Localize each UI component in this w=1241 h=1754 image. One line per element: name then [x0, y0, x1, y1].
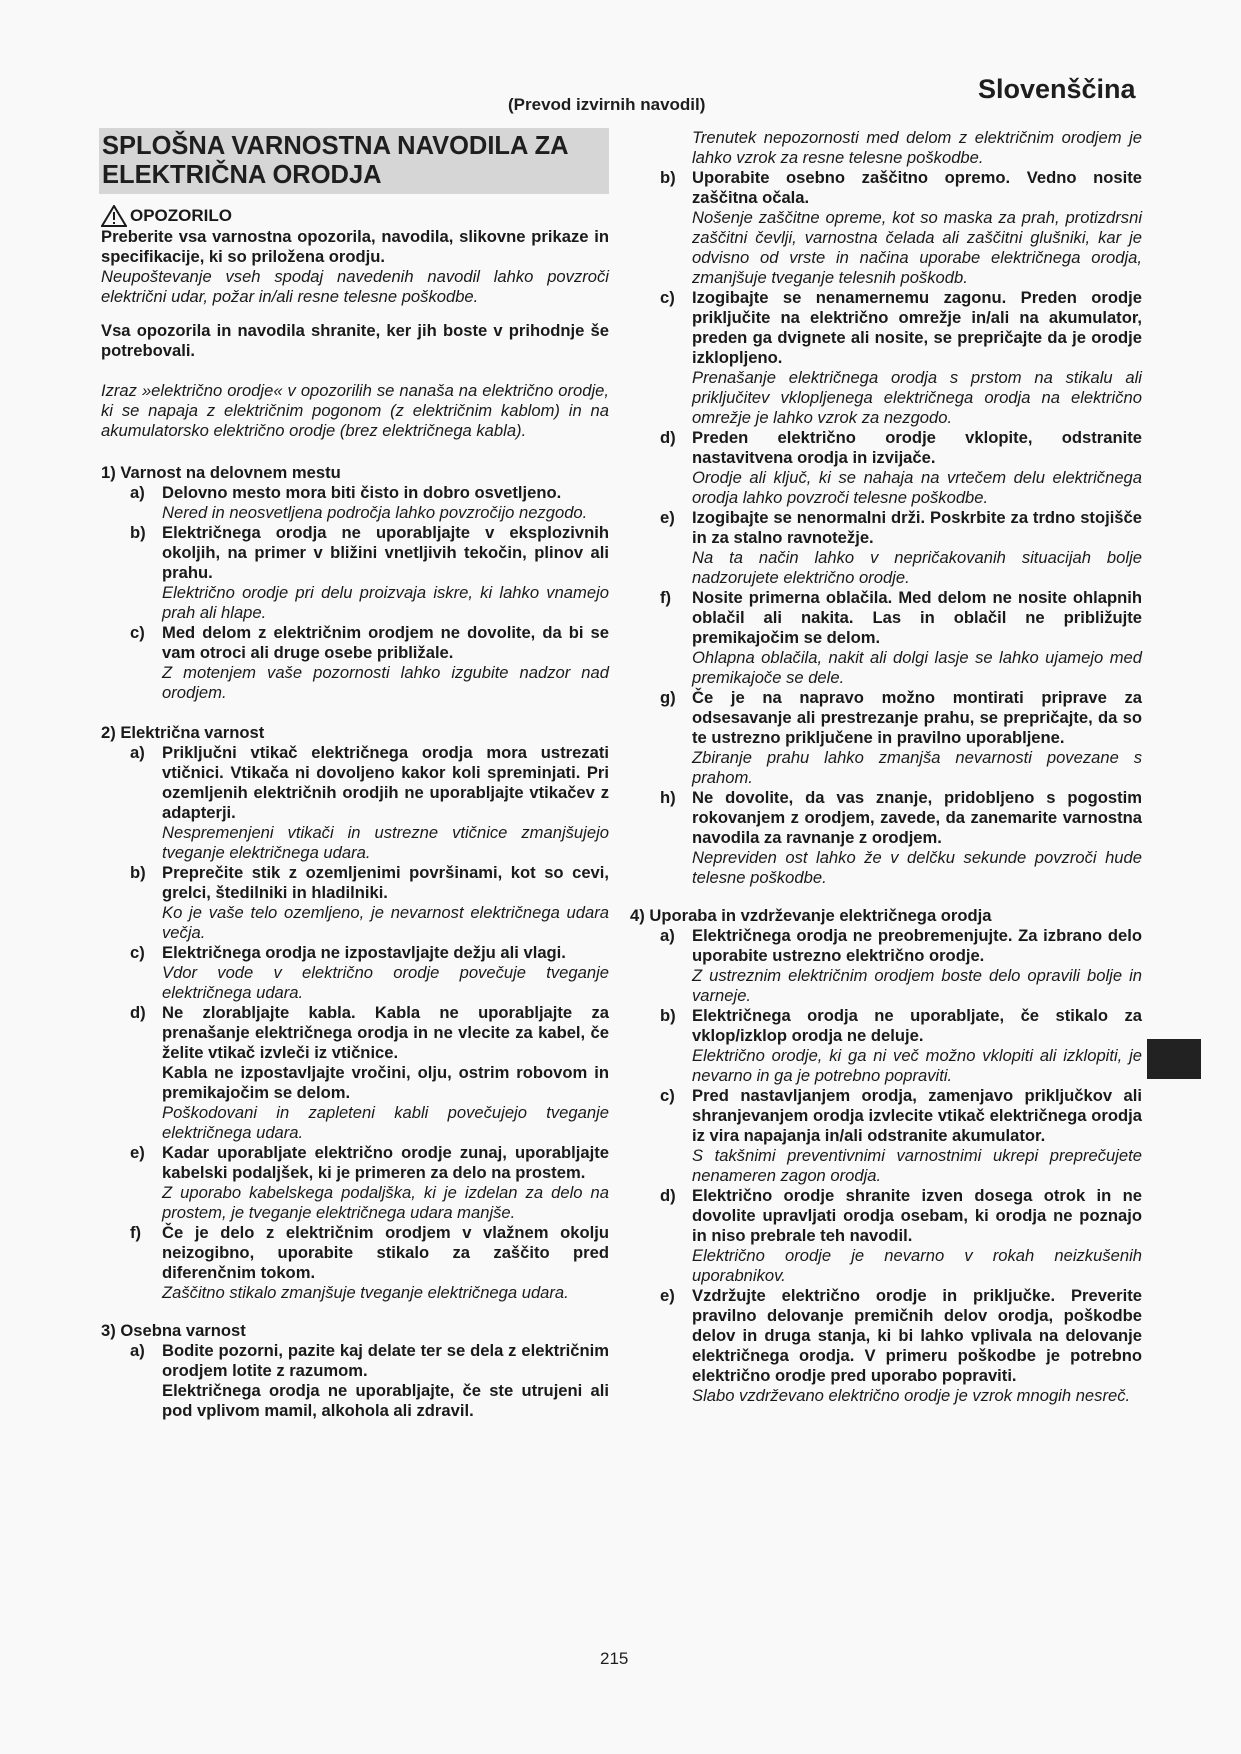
section-tab-marker [1147, 1039, 1201, 1079]
list-item: a) Delovno mesto mora biti čisto in dobro osvetljeno. Nered in neosvetljena področja lahko povzročijo nezgodo. [130, 483, 588, 522]
list-item: e) Vzdržujte električno orodje in priključke. Preverite pravilno delovanje premičnih delov orodja, poškodbe delov in druga stanja, ki bi lahko vplivala na delovanje električnega orodja. V primeru poškodbe je potrebno električno orodje pred uporabo popraviti. Slabo vzdrževano električno orodje je vzrok mnogih nesreč. [660, 1286, 1142, 1405]
list-item: d) Električno orodje shranite izven dosega otrok in ne dovolite upravljati orodja osebam, ki orodja ne poznajo in niso prebrale teh navodil. Električno orodje je nevarno v rokah neizkušenih uporabnikov. [660, 1186, 1142, 1285]
warning-triangle-icon [101, 205, 127, 227]
right-column [630, 128, 1142, 1406]
list-item: a) Priključni vtikač električnega orodja mora ustrezati vtičnici. Vtikača ni dovoljeno kakor koli spreminjati. Pri ozemljenih električnih orodjih ne uporabljajte vtikačev z adapterji. Nespremenjeni vtikači in ustrezne vtičnice zmanjšujejo tveganje električnega udara. [130, 743, 609, 862]
section-title: 2) Električna varnost [101, 723, 265, 742]
warning-italic-text: Neupoštevanje vseh spodaj navedenih navodil lahko povzroči električni udar, požar in/ali resne telesne poškodbe. [101, 267, 609, 306]
warning-label: OPOZORILO [130, 206, 232, 225]
list-item: b) Uporabite osebno zaščitno opremo. Vedno nosite zaščitna očala. Nošenje zaščitne opreme, kot so maska za prah, protizdrsni zaščitni čevlji, varnostna čelada ali zaščitni glušniki, kar je odvisno od vrste in načina uporabe električnega orodja, zmanjšuje tveganje telesnih poškodb. [660, 168, 1142, 287]
list-item: c) Pred nastavljanjem orodja, zamenjavo priključkov ali shranjevanjem orodja izvlecite vtikač električnega orodja iz vira napajanja in/ali odstranite akumulator. S takšnimi preventivnimi varnostnimi ukrepi preprečujete nenameren zagon orodja. [660, 1086, 1142, 1185]
warning-bold-text: Preberite vsa varnostna opozorila, navodila, slikovne prikaze in specifikacije, ki so priložena orodju. [101, 227, 609, 266]
list-item: g) Če je na napravo možno montirati priprave za odsesavanje ali prestrezanje prahu, se prepričajte, da so te ustrezno priključene in pravilno uporabljene. Zbiranje prahu lahko zmanjša nevarnosti povezane s prahom. [660, 688, 1142, 787]
list-item: d) Preden električno orodje vklopite, odstranite nastavitvena orodja in izvijače. Orodje ali ključ, ki se nahaja na vrtečem delu električnega orodja lahko povzroči telesne poškodbe. [660, 428, 1142, 507]
left-column [101, 128, 609, 1421]
list-item: f) Če je delo z električnim orodjem v vlažnem okolju neizogibno, uporabite stikalo za zaščito pred diferenčnim tokom. Zaščitno stikalo zmanjšuje tveganje električnega udara. [130, 1223, 609, 1302]
list-item: e) Kadar uporabljate električno orodje zunaj, uporabljajte kabelski podaljšek, ki je primeren za delo na prostem. Z uporabo kabelskega podaljška, ki je izdelan za delo na prostem, je tveganje električnega udara manjše. [130, 1143, 609, 1222]
list-item: b) Preprečite stik z ozemljenimi površinami, kot so cevi, grelci, štedilniki in hladilniki. Ko je vaše telo ozemljeno, je nevarnost električnega udara večja. [130, 863, 609, 942]
section-title: 4) Uporaba in vzdrževanje električnega orodja [630, 906, 992, 925]
list-item: d) Ne zlorabljajte kabla. Kabla ne uporabljajte za prenašanje električnega orodja in ne vlecite za kabel, če želite vtikač izvleči iz vtičnice. Kabla ne izpostavljajte vročini, olju, ostrim robovom in premikajočim se delom. Poškodovani in zapleteni kabli povečujejo tveganje električnega udara. [130, 1003, 609, 1142]
term-definition: Izraz »električno orodje« v opozorilih se nanaša na električno orodje, ki se napaja z električnim pogonom (z električnim kablom) in na akumulatorsko električno orodje (brez električnega kabla). [101, 381, 609, 440]
list-item: a) Električnega orodja ne preobremenjujte. Za izbrano delo uporabite ustrezno električno orodje. Z ustreznim električnim orodjem boste delo opravili bolje in varneje. [660, 926, 1142, 1005]
page-title: SPLOŠNA VARNOSTNA NAVODILA ZA ELEKTRIČNA ORODJA [99, 128, 609, 194]
section-title: 1) Varnost na delovnem mestu [101, 463, 341, 482]
list-item: b) Električnega orodja ne uporabljajte v eksplozivnih okoljih, na primer v bližini vnetljivih tekočin, plinov ali prahu. Električno orodje pri delu proizvaja iskre, ki lahko vnamejo prah ali hlape. [130, 523, 609, 622]
list-item: h) Ne dovolite, da vas znanje, pridobljeno s pogostim rokovanjem z orodjem, zavede, da zanemarite varnostna navodila za ravnanje z orodjem. Nepreviden ost lahko že v delčku sekunde povzroči hude telesne poškodbe. [660, 788, 1142, 887]
list-item: a) Bodite pozorni, pazite kaj delate ter se dela z električnim orodjem lotite z razumom. Električnega orodja ne uporabljajte, če ste utrujeni ali pod vplivom mamil, alkohola ali zdravil. [130, 1341, 609, 1420]
list-item: c) Med delom z električnim orodjem ne dovolite, da bi se vam otroci ali druge osebe približale. Z motenjem vaše pozornosti lahko izgubite nadzor nad orodjem. [130, 623, 609, 702]
subtitle: (Prevod izvirnih navodil) [508, 95, 706, 114]
continued-note: Trenutek nepozornosti med delom z električnim orodjem je lahko vzrok za resne telesne poškodbe. [692, 128, 1142, 167]
section-title: 3) Osebna varnost [101, 1321, 246, 1340]
list-item: c) Električnega orodja ne izpostavljajte dežju ali vlagi. Vdor vode v električno orodje povečuje tveganje električnega udara. [130, 943, 609, 1002]
warning-heading [101, 205, 609, 227]
list-item: c) Izogibajte se nenamernemu zagonu. Preden orodje priključite na električno omrežje in/ali na akumulator, preden ga dvignete ali nosite, se prepričajte da je orodje izklopljeno. Prenašanje električnega orodja s prstom na stikalu ali priključitev vklopljenega električnega orodja na električno omrežje je lahko vzrok za nezgodo. [660, 288, 1142, 427]
language-label: Slovenščina [978, 74, 1136, 104]
list-item: f) Nosite primerna oblačila. Med delom ne nosite ohlapnih oblačil ali nakita. Las in oblačil ne približujte premikajočim se delom. Ohlapna oblačila, nakit ali dolgi lasje se lahko ujamejo med premikajoče se dele. [660, 588, 1142, 687]
warning-keep-text: Vsa opozorila in navodila shranite, ker jih boste v prihodnje še potrebovali. [101, 321, 609, 360]
list-item: e) Izogibajte se nenormalni drži. Poskrbite za trdno stojišče in za stalno ravnotežje. Na ta način lahko v nepričakovanih situacijah bolje nadzorujete električno orodje. [660, 508, 1142, 587]
list-item: b) Električnega orodja ne uporabljate, če stikalo za vklop/izklop orodja ne deluje. Električno orodje, ki ga ni več možno vklopiti ali izklopiti, je nevarno in ga je potrebno popraviti. [660, 1006, 1142, 1085]
page-number: 215 [600, 1649, 629, 1668]
